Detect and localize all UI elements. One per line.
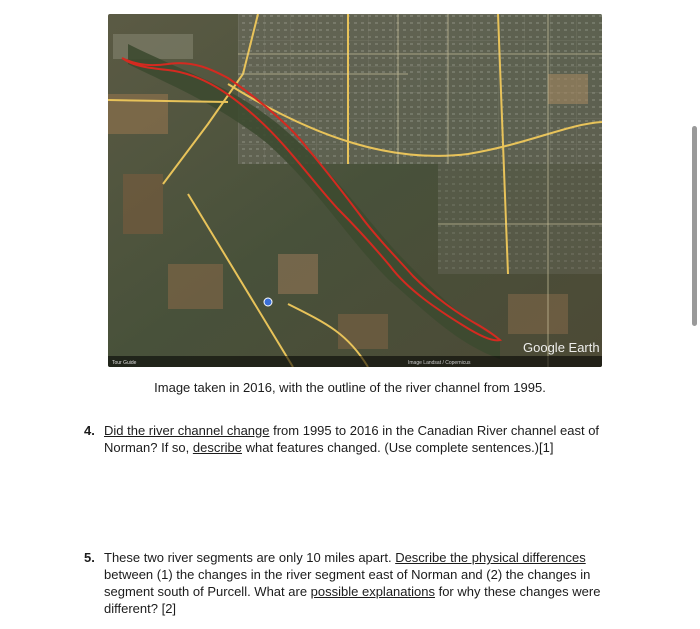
question-5 xyxy=(84,549,604,621)
underlined-phrase: Describe the physical differences xyxy=(395,550,586,565)
question-text-span: These two river segments are only 10 miles apart. xyxy=(104,550,396,565)
question-4 xyxy=(84,422,604,462)
question-number: 5. xyxy=(84,550,95,565)
question-text-line: between (1) the changes in the river segment east of Norman and (2) the changes in xyxy=(104,567,591,582)
google-earth-watermark: Google Earth xyxy=(523,340,600,355)
tour-guide-badge[interactable]: Tour Guide xyxy=(112,360,137,366)
question-text-span: segment south of Purcell. What are xyxy=(104,584,311,599)
question-text-span: from 1995 to 2016 in the Canadian River channel east of xyxy=(269,423,600,438)
question-text-span: what features changed. (Use complete sentences.)[1] xyxy=(242,440,554,455)
imagery-attribution: Image Landsat / Copernicus xyxy=(408,360,471,366)
location-pin-icon xyxy=(264,298,272,306)
question-text-span: for why these changes were xyxy=(434,584,601,599)
satellite-map-image xyxy=(108,14,602,367)
question-text xyxy=(104,422,599,456)
underlined-phrase: describe xyxy=(192,440,243,455)
underlined-phrase: possible explanations xyxy=(310,584,435,599)
question-text-span: Norman? If so, xyxy=(104,440,193,455)
underlined-phrase: Did the river channel change xyxy=(104,423,270,438)
question-text xyxy=(104,549,600,617)
question-text-line: different? [2] xyxy=(104,601,177,616)
question-number: 4. xyxy=(84,423,95,438)
map-caption: Image taken in 2016, with the outline of the river channel from 1995. xyxy=(154,380,546,395)
vertical-scrollbar[interactable] xyxy=(692,126,697,326)
